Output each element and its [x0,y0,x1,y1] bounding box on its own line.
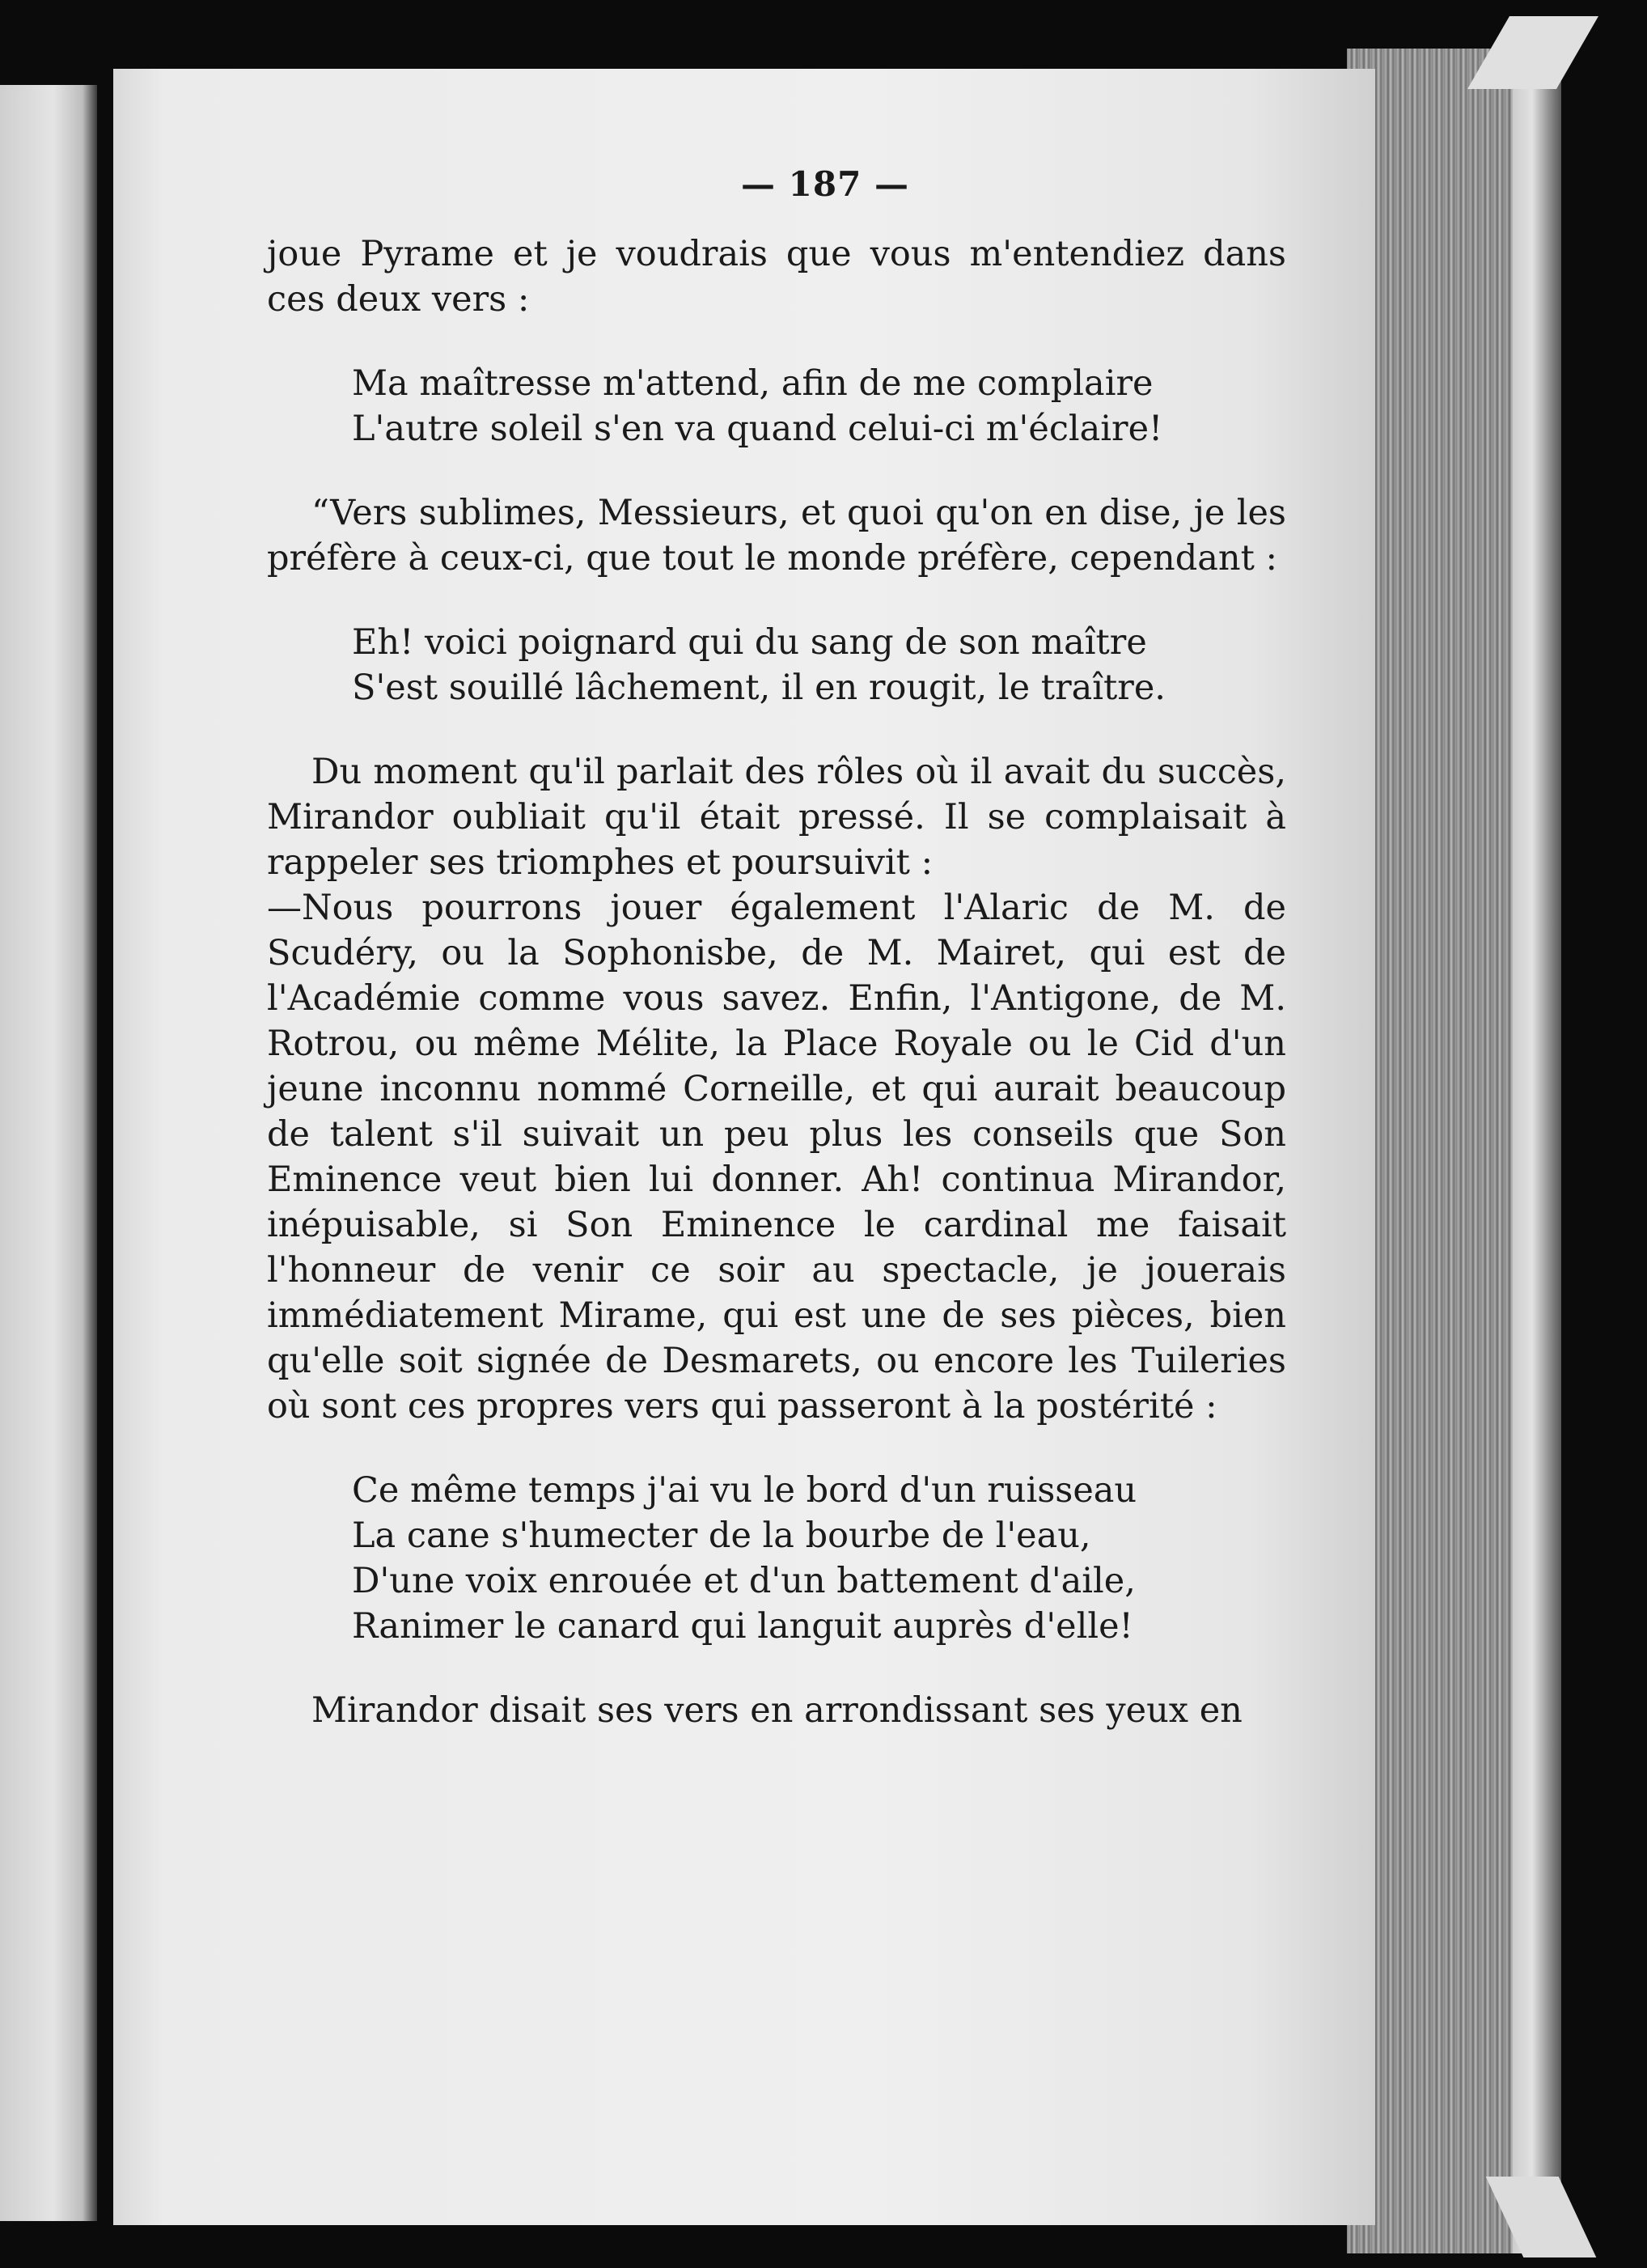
verse-block [352,361,1286,451]
page-text [267,162,1286,1733]
verse-line: Ma maîtresse m'attend, afin de me complaire [352,363,1154,404]
verse-line: S'est souillé lâchement, il en rougit, le traître. [352,668,1166,708]
paragraph: “Vers sublimes, Messieurs, et quoi qu'on en dise, je les préfère à ceux-ci, que tout le monde préfère, cependant : [267,493,1286,579]
verse-line: Eh! voici poignard qui du sang de son maître [352,622,1147,663]
verse-line: D'une voix enrouée et d'un battement d'aile, [352,1561,1136,1601]
paragraph: joue Pyrame et je voudrais que vous m'entendiez dans ces deux vers : [267,234,1286,320]
page-number: — 187 — [741,164,909,204]
verse-block [352,1468,1286,1649]
paragraph: Mirandor disait ses vers en arrondissant ses yeux en [311,1690,1243,1731]
facing-page-edge [0,85,97,2221]
verse-line: Ranimer le canard qui languit auprès d'elle! [352,1606,1133,1647]
verse-block [352,620,1286,710]
paragraph: —Nous pourrons jouer également l'Alaric de M. de Scudéry, ou la Sophonisbe, de M. Mairet, qui est de l'Académie comme vous savez. Enfin, l'Antigone, de M. Rotrou, ou même Mélite, la Place Royale ou le Cid d'un jeune inconnu nommé Corneille, et qui aurait beaucoup de talent s'il suivait un peu plus les conseils que Son Eminence veut bien lui donner. Ah! continua Mirandor, inépuisable, si Son Eminence le cardinal me faisait l'honneur de venir ce soir au spectacle, je jouerais immédiatement Mirame, qui est une de ses pièces, bien qu'elle soit signée de Desmarets, ou encore les Tuileries où sont ces propres vers qui passeront à la postérité : [267,888,1286,1427]
verse-line: Ce même temps j'ai vu le bord d'un ruisseau [352,1470,1137,1511]
verse-line: La cane s'humecter de la bourbe de l'eau, [352,1516,1091,1556]
verse-line: L'autre soleil s'en va quand celui-ci m'éclaire! [352,409,1163,449]
paragraph: Du moment qu'il parlait des rôles où il avait du succès, Mirandor oubliait qu'il était pressé. Il se complaisait à rappeler ses triomphes et poursuivit : [267,752,1286,883]
